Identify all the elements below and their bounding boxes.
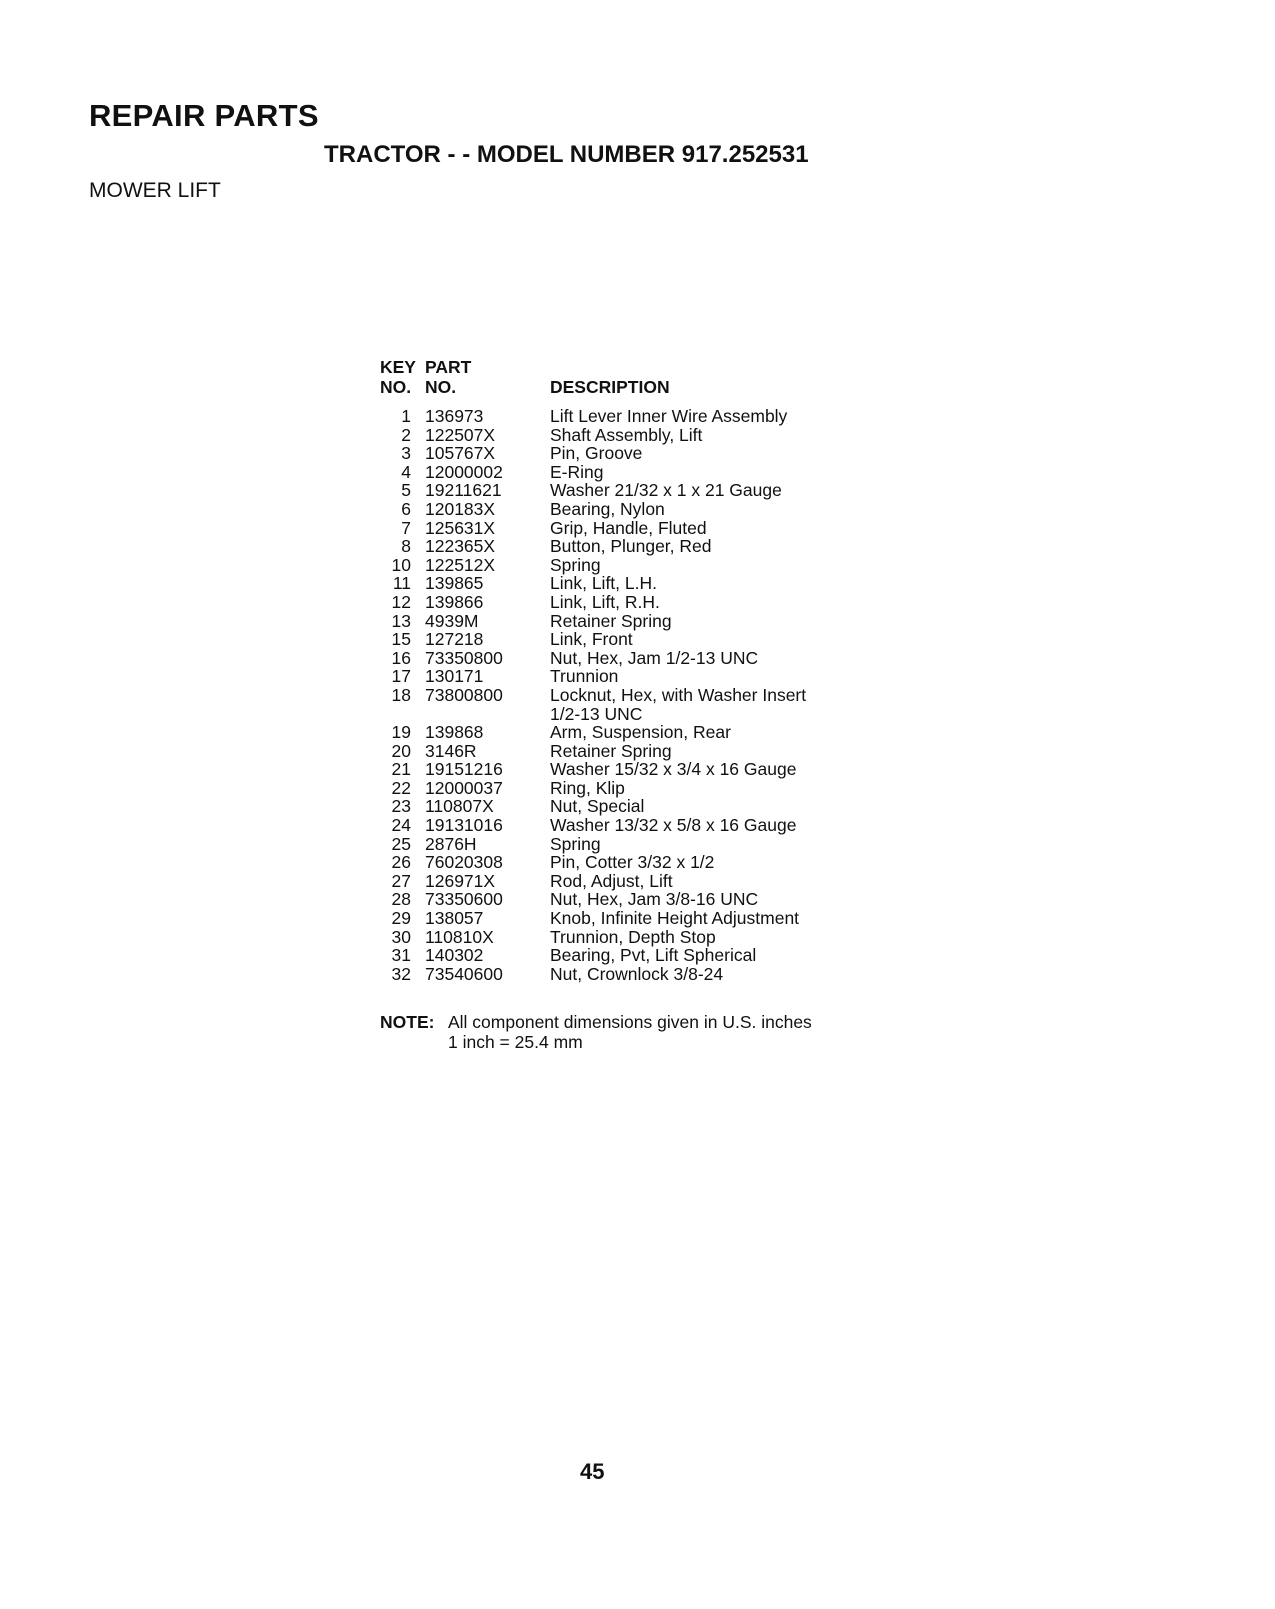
part-number: 73540600	[425, 963, 503, 984]
part-description-text: Trunnion	[550, 666, 619, 687]
key-number: 26	[391, 852, 411, 873]
note	[380, 1012, 812, 1052]
part-number: 19211621	[425, 480, 502, 501]
part-number: 139865	[425, 573, 484, 594]
part-description-text: E-Ring	[550, 461, 604, 482]
part-description-text: Spring	[550, 833, 601, 854]
table-row	[380, 760, 860, 779]
part-description	[550, 835, 860, 854]
part-description-text: Grip, Handle, Fluted	[550, 517, 707, 538]
part-number: 73800800	[425, 684, 503, 705]
part-number: 139868	[425, 722, 484, 743]
part-description-text: Link, Front	[550, 629, 633, 650]
part-description-text: Rod, Adjust, Lift	[550, 870, 673, 891]
description-header: DESCRIPTION	[550, 377, 670, 397]
key-number: 20	[391, 740, 411, 761]
table-row	[380, 630, 860, 649]
key-number: 24	[391, 815, 411, 836]
part-description-text: Shaft Assembly, Lift	[550, 424, 703, 445]
part-number: 126971X	[425, 870, 496, 891]
key-number: 23	[391, 796, 411, 817]
key-number: 29	[391, 908, 411, 929]
table-row	[380, 797, 860, 816]
parts-table-body	[380, 407, 860, 983]
part-description-text: Knob, Infinite Height Adjustment	[550, 908, 800, 929]
key-number: 17	[391, 666, 411, 687]
part-description-text: Nut, Crownlock 3/8-24	[550, 963, 724, 984]
table-row	[380, 444, 860, 463]
part-description-text: Locknut, Hex, with Washer Insert	[550, 684, 807, 705]
part-description	[550, 574, 860, 593]
part-header-line1: PART	[425, 357, 472, 377]
part-description	[550, 779, 860, 798]
part-description	[550, 797, 860, 816]
part-description	[550, 667, 860, 686]
part-description	[550, 649, 860, 668]
part-description	[550, 612, 860, 631]
key-number: 2	[401, 424, 411, 445]
key-number: 28	[391, 889, 411, 910]
parts-table	[380, 357, 860, 983]
part-number: 122512X	[425, 554, 496, 575]
table-row	[380, 593, 860, 612]
part-description-text: Ring, Klip	[550, 777, 625, 798]
key-number: 31	[391, 945, 411, 966]
part-description	[550, 500, 860, 519]
table-row	[380, 500, 860, 519]
part-number: 2876H	[425, 833, 477, 854]
part-description-continued: 1/2-13 UNC	[550, 703, 643, 724]
part-description	[550, 593, 860, 612]
part-header-line2: NO.	[425, 377, 457, 397]
part-number: 125631X	[425, 517, 496, 538]
table-row	[380, 612, 860, 631]
table-row	[380, 928, 860, 947]
part-number: 105767X	[425, 443, 496, 464]
part-number: 136973	[425, 406, 484, 426]
part-description-text: Bearing, Pvt, Lift Spherical	[550, 945, 757, 966]
table-row	[380, 667, 860, 686]
part-number: 73350800	[425, 647, 503, 668]
key-number: 3	[401, 443, 411, 464]
part-description	[550, 965, 860, 984]
part-description-text: Retainer Spring	[550, 610, 672, 631]
part-description	[550, 407, 860, 426]
key-number: 5	[401, 480, 411, 501]
part-number: 122365X	[425, 536, 496, 557]
table-row	[380, 853, 860, 872]
key-number: 30	[391, 926, 411, 947]
key-number: 8	[401, 536, 411, 557]
part-number: 19131016	[425, 815, 503, 836]
part-description-text: Trunnion, Depth Stop	[550, 926, 716, 947]
part-number: 139866	[425, 591, 484, 612]
table-row	[380, 537, 860, 556]
part-description-text: Nut, Special	[550, 796, 645, 817]
part-number: 73350600	[425, 889, 503, 910]
key-header-line2: NO.	[380, 377, 412, 397]
part-number: 122507X	[425, 424, 496, 445]
part-number: 12000002	[425, 461, 503, 482]
part-description-text: Pin, Groove	[550, 443, 643, 464]
key-number: 1	[401, 406, 411, 426]
table-row	[380, 463, 860, 482]
table-row	[380, 481, 860, 500]
table-row	[380, 407, 860, 426]
part-description-text: Link, Lift, R.H.	[550, 591, 660, 612]
part-description	[550, 853, 860, 872]
part-number: 140302	[425, 945, 484, 966]
part-description	[550, 742, 860, 761]
table-row	[380, 686, 860, 723]
note-text-line1: All component dimensions given in U.S. inches	[448, 1012, 812, 1032]
table-row	[380, 574, 860, 593]
part-description-text: Pin, Cotter 3/32 x 1/2	[550, 852, 715, 873]
key-number: 12	[391, 591, 411, 612]
part-number: 110807X	[425, 796, 494, 817]
table-row	[380, 909, 860, 928]
key-number: 21	[391, 759, 411, 780]
key-number: 13	[391, 610, 411, 631]
key-number: 25	[391, 833, 411, 854]
part-description	[550, 686, 860, 723]
part-description	[550, 946, 860, 965]
part-description-text: Washer 21/32 x 1 x 21 Gauge	[550, 480, 782, 501]
page-number: 45	[580, 1459, 605, 1484]
part-description	[550, 630, 860, 649]
part-description	[550, 890, 860, 909]
parts-table-header	[380, 357, 860, 407]
part-description-text: Button, Plunger, Red	[550, 536, 712, 557]
part-description-text: Washer 15/32 x 3/4 x 16 Gauge	[550, 759, 797, 780]
part-description-text: Bearing, Nylon	[550, 498, 665, 519]
part-description-text: Washer 13/32 x 5/8 x 16 Gauge	[550, 815, 797, 836]
part-description-text: Retainer Spring	[550, 740, 672, 761]
table-row	[380, 649, 860, 668]
table-row	[380, 556, 860, 575]
key-number: 16	[391, 647, 411, 668]
part-description	[550, 519, 860, 538]
part-description-text: Arm, Suspension, Rear	[550, 722, 731, 743]
table-row	[380, 835, 860, 854]
key-number: 19	[391, 722, 411, 743]
key-number: 11	[392, 573, 411, 594]
table-row	[380, 519, 860, 538]
key-number: 22	[391, 777, 411, 798]
part-number: 127218	[425, 629, 484, 650]
key-number: 6	[401, 498, 411, 519]
part-number: 76020308	[425, 852, 503, 873]
table-row	[380, 946, 860, 965]
part-description	[550, 928, 860, 947]
part-description-text: Spring	[550, 554, 601, 575]
part-description	[550, 556, 860, 575]
note-text-line2: 1 inch = 25.4 mm	[448, 1032, 583, 1052]
table-row	[380, 742, 860, 761]
part-description	[550, 426, 860, 445]
part-description	[550, 444, 860, 463]
part-number: 110810X	[425, 926, 494, 947]
table-row	[380, 723, 860, 742]
part-description	[550, 481, 860, 500]
part-number: 19151216	[425, 759, 503, 780]
part-number: 3146R	[425, 740, 477, 761]
page-title: REPAIR PARTS	[89, 98, 319, 133]
key-number: 32	[391, 963, 411, 984]
model-number-subtitle: TRACTOR - - MODEL NUMBER 917.252531	[324, 141, 809, 168]
key-number: 18	[391, 684, 411, 705]
part-description-text: Nut, Hex, Jam 3/8-16 UNC	[550, 889, 759, 910]
table-row	[380, 890, 860, 909]
part-number: 120183X	[425, 498, 496, 519]
table-row	[380, 779, 860, 798]
key-number: 15	[391, 629, 411, 650]
part-description	[550, 723, 860, 742]
key-number: 4	[401, 461, 411, 482]
part-description	[550, 537, 860, 556]
key-number: 27	[391, 870, 411, 891]
part-description-text: Link, Lift, L.H.	[550, 573, 657, 594]
key-header-line1: KEY	[380, 357, 416, 377]
part-description	[550, 760, 860, 779]
table-row	[380, 816, 860, 835]
part-description	[550, 909, 860, 928]
table-row	[380, 426, 860, 445]
part-number: 4939M	[425, 610, 479, 631]
part-description	[550, 463, 860, 482]
part-description	[550, 816, 860, 835]
part-description-text: Lift Lever Inner Wire Assembly	[550, 406, 788, 426]
part-number: 138057	[425, 908, 484, 929]
part-number: 130171	[425, 666, 484, 687]
table-row	[380, 965, 860, 984]
table-row	[380, 872, 860, 891]
part-description-text: Nut, Hex, Jam 1/2-13 UNC	[550, 647, 759, 668]
note-label: NOTE:	[380, 1012, 435, 1032]
key-number: 7	[401, 517, 411, 538]
part-number: 12000037	[425, 777, 503, 798]
key-number: 10	[391, 554, 411, 575]
section-title: MOWER LIFT	[89, 179, 221, 202]
part-description	[550, 872, 860, 891]
